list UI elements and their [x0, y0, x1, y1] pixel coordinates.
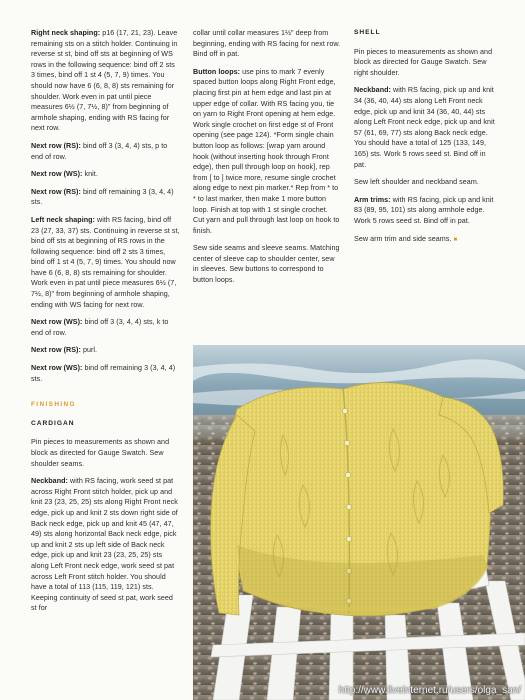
- pin-pieces-paragraph: Pin pieces to measurements as shown and block as directed for Gauge Swatch. Sew shoulder seams.: [31, 438, 170, 468]
- next-row-paragraph: [31, 141, 180, 162]
- step-label: Neckband:: [354, 86, 391, 95]
- step-text: with RS facing, bind off 23 (27, 33, 37) sts. Continuing in reverse st st, bind off sts at beginning of RS rows in the following sequence: bind off 2 sts 3 times, bind off 1 st 4 (5, 7, 9) times. You should now have 6 (6, 8, 8) sts remaining for shoulder. Work even in pat until piece measures 6½ (7, 7½, 8)" from beginning of armhole shaping, ending with WS facing for next row.: [31, 215, 180, 309]
- finishing-heading: FINISHING: [31, 401, 76, 409]
- sew-side-seams-paragraph: Sew side seams and sleeve seams. Matching center of sleeve cap to shoulder center, sew in sleeves. Sew buttons to correspond to button loops.: [193, 244, 340, 285]
- step-text: bind off 3 (3, 4, 4) sts, k to end of row.: [31, 318, 169, 337]
- shell-heading: SHELL: [354, 29, 381, 36]
- step-label: Next row (RS):: [31, 346, 81, 355]
- arm-trims-paragraph: [354, 195, 499, 227]
- step-label: Next row (WS):: [31, 318, 83, 327]
- step-label: Next row (WS):: [31, 170, 83, 179]
- neckband-paragraph: [31, 476, 180, 614]
- next-row-paragraph: [31, 317, 180, 338]
- left-column: [31, 28, 180, 621]
- next-row-paragraph: [31, 345, 180, 356]
- step-text: with RS facing, pick up and knit 34 (36, 40, 44) sts along Left Front neck edge, pick up and knit 34 (36, 40, 44) sts along Left Front neck edge, pick up and knit 57 (61, 69, 77) sts along Back neck edge. You should have a total of 125 (133, 149, 165) sts. Work 5 rows seed st. Bind off in pat.: [354, 86, 495, 169]
- sew-arm-trim-paragraph: [354, 234, 499, 246]
- step-text: purl.: [80, 346, 98, 355]
- step-text: p16 (17, 21, 23). Leave remaining sts on a stitch holder. Continuing in reverse st st, bind off sts at beginning of WS rows in the following sequence: bind off 2 sts 3 times, bind off 1 st 4 (5, 7, 9) times. You should now have 6 (6, 8, 8) sts remaining for shoulder. Work even in pat until piece measures 6½ (7, 7½, 8)" from beginning of armhole shaping, ending with RS facing for next row.: [31, 29, 178, 133]
- button-loops-paragraph: [193, 67, 341, 237]
- cardigan-photo-illustration: [193, 345, 525, 700]
- step-label: Button loops:: [193, 67, 241, 76]
- pin-pieces-paragraph: Pin pieces to measurements as shown and block as directed for Gauge Swatch. Sew right shoulder.: [354, 47, 493, 77]
- step-label: Next row (RS):: [31, 187, 81, 196]
- right-column: [354, 28, 499, 252]
- step-text: Sew arm trim and side seams.: [354, 234, 452, 243]
- end-mark-icon: ■: [453, 236, 458, 243]
- next-row-paragraph: [31, 363, 180, 384]
- step-label: Neckband:: [31, 477, 68, 486]
- collar-continued-paragraph: collar until collar measures 1½" deep from beginning, ending with RS facing for next row. Bind off in pat.: [193, 29, 341, 59]
- step-text: bind off 3 (3, 4, 4) sts, p to end of row.: [31, 141, 168, 161]
- step-text: knit.: [82, 170, 98, 179]
- left-neck-shaping-paragraph: [31, 215, 180, 310]
- step-text: bind off remaining 3 (3, 4, 4) sts.: [31, 364, 176, 383]
- step-text: with RS facing, pick up and knit 83 (89, 95, 101) sts along armhole edge. Work 5 rows seed st. Bind off in pat.: [354, 195, 494, 225]
- step-text: with RS facing, work seed st pat across Right Front stitch holder, pick up and knit 23 (23, 25, 25) sts along Right Front neck edge, pick up and knit 2 sts down right side of Back neck edge, pick up and knit 45 (47, 47, 49) sts along horizontal Back neck edge, pick up and knit 2 sts up left side of Back neck edge, pick up and knit 23 (23, 25, 25) sts along Left Front neck edge, work seed st pat across Left Front stitch holder. You should have a total of 113 (115, 119, 121) sts. Keeping continuity of seed st pat, work seed st for: [31, 477, 178, 613]
- next-row-paragraph: [31, 169, 180, 180]
- cardigan-heading: CARDIGAN: [31, 419, 75, 427]
- cardigan-photo: [193, 345, 525, 700]
- right-neck-shaping-paragraph: [31, 28, 180, 134]
- watermark-url: http://www.liveinternet.ru/users/olga_san/: [338, 685, 521, 696]
- step-label: Next row (RS):: [31, 141, 81, 150]
- step-text: use pins to mark 7 evenly spaced button loops along Right Front edge, placing first pin at hem edge and last pin at upper edge of collar. With RS facing you, tie on yarn to Right Front opening at hem edge. Work single crochet on first edge st of Front opening (see page 124). *Form single chain button loop as follows: [wrap yarn around hook (without inserting hook through Front edge), then pull through loop on hook], rep from [ to ] twice more, resume single crochet along edge to next pin marker.* Rep from * to * to last marker, then make 1 more button loop. Finish at top with 1 st single crochet. Cut yarn and pull through last loop on hook to finish.: [193, 67, 340, 235]
- middle-column: [193, 28, 341, 293]
- step-label: Right neck shaping:: [31, 29, 101, 37]
- step-label: Left neck shaping:: [31, 215, 95, 224]
- next-row-paragraph: [31, 187, 180, 208]
- step-label: Arm trims:: [354, 195, 391, 204]
- neckband-paragraph: [354, 85, 499, 170]
- sew-left-shoulder-paragraph: Sew left shoulder and neckband seam.: [354, 178, 479, 187]
- step-text: bind off remaining 3 (3, 4, 4) sts.: [31, 187, 174, 207]
- step-label: Next row (WS):: [31, 364, 83, 373]
